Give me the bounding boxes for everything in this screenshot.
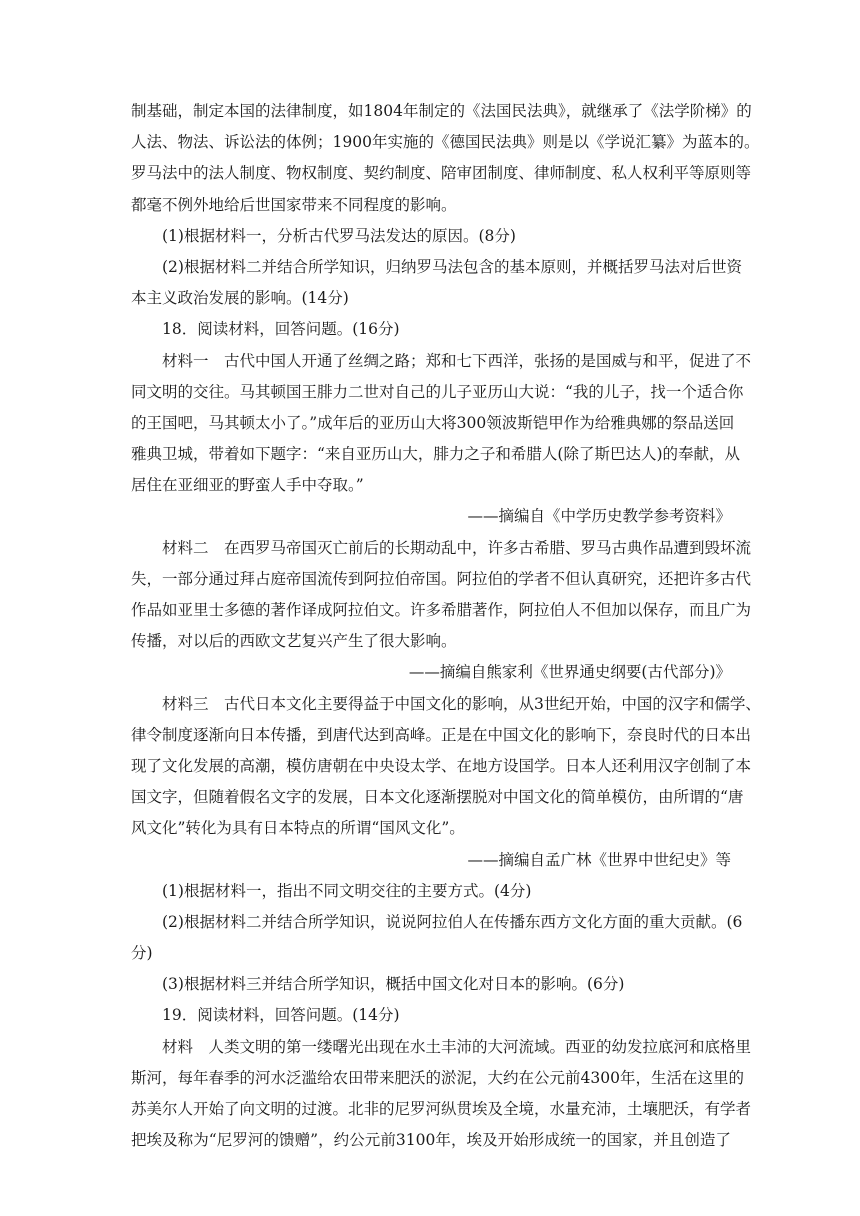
text-line: 国文字，但随着假名文字的发展，日本文化逐渐摆脱对中国文化的简单模仿，由所谓的“唐 — [131, 788, 744, 807]
text-line: 分) — [131, 944, 153, 963]
source-citation: ——摘编自孟广林《世界中世纪史》等 — [467, 850, 731, 869]
text-line: 风文化”转化为具有日本特点的所谓“国风文化”。 — [131, 819, 465, 838]
text-line: 律令制度逐渐向日本传播，到唐代达到高峰。正是在中国文化的影响下，奈良时代的日本出 — [131, 725, 752, 744]
text-line: 19．阅读材料，回答问题。(14分) — [162, 1006, 400, 1025]
source-citation: ——摘编自熊家利《世界通史纲要(古代部分)》 — [408, 663, 731, 682]
text-line: 材料 人类文明的第一缕曙光出现在水土丰沛的大河流域。西亚的幼发拉底河和底格里 — [162, 1037, 752, 1056]
text-line: (1)根据材料一，分析古代罗马法发达的原因。(8分) — [162, 226, 516, 245]
text-line: 雅典卫城，带着如下题字：“来自亚历山大，腓力之子和希腊人(除了斯巴达人)的奉献，从 — [131, 445, 741, 464]
source-citation: ——摘编自《中学历史教学参考资料》 — [467, 507, 731, 526]
document-page — [131, 96, 761, 1156]
text-line: 作品如亚里士多德的著作译成阿拉伯文。许多希腊著作，阿拉伯人不但加以保存，而且广为 — [131, 601, 752, 619]
text-line: 斯河，每年春季的河水泛滥给农田带来肥沃的淤泥，大约在公元前4300年，生活在这里的 — [131, 1068, 744, 1087]
text-line: 罗马法中的法人制度、物权制度、契约制度、陪审团制度、律师制度、私人权利平等原则等 — [131, 164, 752, 183]
text-line: 苏美尔人开始了向文明的过渡。北非的尼罗河纵贯埃及全境，水量充沛，土壤肥沃，有学者 — [131, 1100, 752, 1118]
text-line: 都毫不例外地给后世国家带来不同程度的影响。 — [131, 195, 457, 214]
text-line: 材料一 古代中国人开通了丝绸之路；郑和七下西洋，张扬的是国威与和平，促进了不 — [162, 351, 752, 370]
text-line: 制基础，制定本国的法律制度，如1804年制定的《法国民法典》，就继承了《法学阶梯》的 — [131, 102, 752, 120]
text-line: (3)根据材料三并结合所学知识，概括中国文化对日本的影响。(6分) — [162, 975, 625, 994]
text-line: 材料三 古代日本文化主要得益于中国文化的影响，从3世纪开始，中国的汉字和儒学、 — [162, 694, 761, 713]
text-line: 把埃及称为“尼罗河的馈赠”，约公元前3100年，埃及开始形成统一的国家，并且创造了 — [131, 1131, 731, 1150]
text-line: 失，一部分通过拜占庭帝国流传到阿拉伯帝国。阿拉伯的学者不但认真研究，还把许多古代 — [131, 569, 752, 588]
text-line: 居住在亚细亚的野蛮人手中夺取。” — [131, 476, 364, 495]
text-line: 的王国吧，马其顿太小了。”成年后的亚历山大将300领波斯铠甲作为给雅典娜的祭品送回 — [131, 413, 735, 432]
text-line: 传播，对以后的西欧文艺复兴产生了很大影响。 — [131, 632, 457, 651]
text-line: 人法、物法、诉讼法的体例；1900年实施的《德国民法典》则是以《学说汇纂》为蓝本的。 — [131, 133, 760, 152]
text-line: (2)根据材料二并结合所学知识，归纳罗马法包含的基本原则，并概括罗马法对后世资 — [162, 257, 742, 276]
text-line: 同文明的交往。马其顿国王腓力二世对自己的儿子亚历山大说：“我的儿子，找一个适合你 — [131, 382, 744, 401]
text-line: 本主义政治发展的影响。(14分) — [131, 289, 349, 308]
text-line: 现了文化发展的高潮，模仿唐朝在中央设太学、在地方设国学。日本人还利用汉字创制了本 — [131, 756, 752, 775]
text-line: 材料二 在西罗马帝国灭亡前后的长期动乱中，许多古希腊、罗马古典作品遭到毁坏流 — [162, 538, 752, 557]
text-line: (1)根据材料一，指出不同文明交往的主要方式。(4分) — [162, 881, 532, 900]
text-line: 18．阅读材料，回答问题。(16分) — [162, 320, 400, 339]
text-line: (2)根据材料二并结合所学知识，说说阿拉伯人在传播东西方文化方面的重大贡献。(6 — [162, 912, 743, 931]
